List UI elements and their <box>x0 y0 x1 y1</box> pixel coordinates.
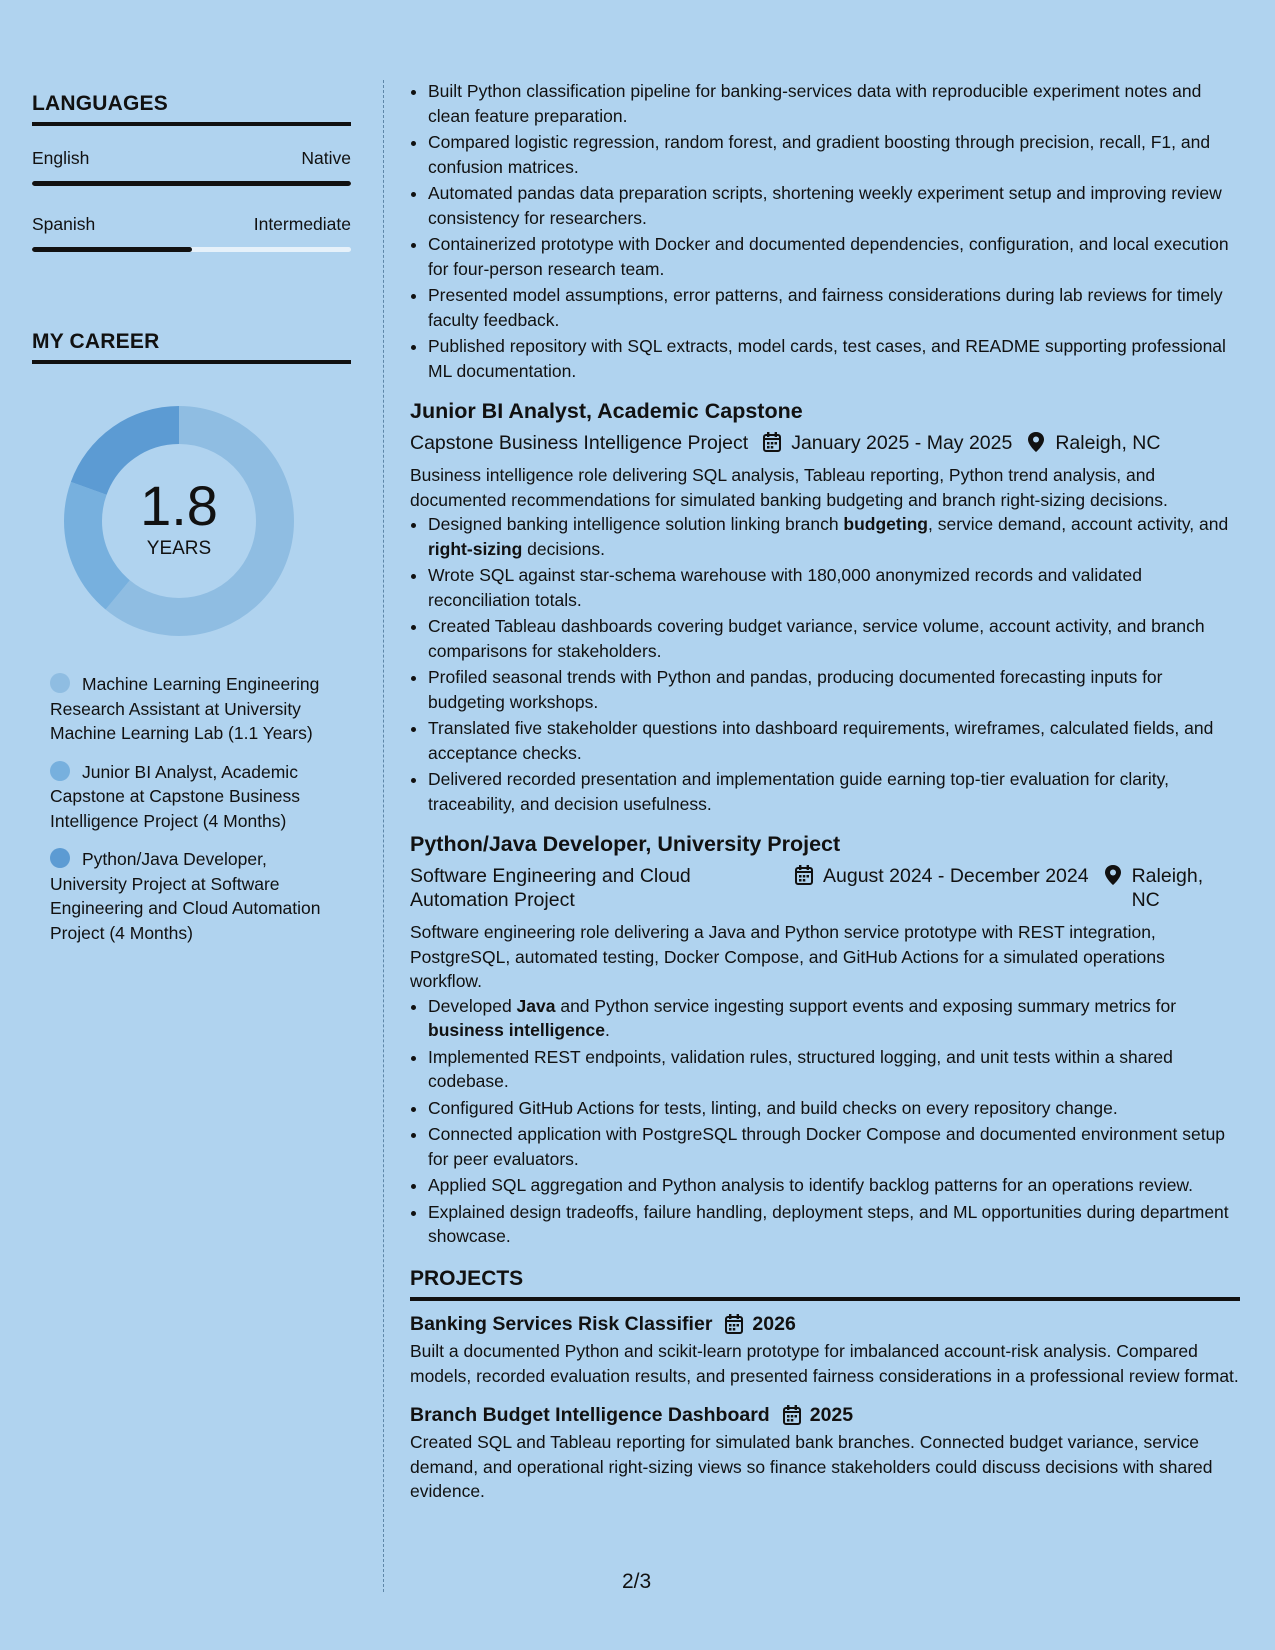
list-item: • Automated pandas data preparation scripts, shortening weekly experiment setup and improving review consistency for researchers. <box>428 181 1240 230</box>
job-entry <box>410 830 1240 1249</box>
project-year: 2025 <box>809 1404 854 1426</box>
job-description: Software engineering role delivering a Java and Python service prototype with REST integration, PostgreSQL, automated testing, Docker Compose, and GitHub Actions for a simulated operations workflow. <box>410 922 1165 991</box>
career-legend-item: Junior BI Analyst, Academic Capstone at Capstone Business Intelligence Project (4 Months) <box>50 761 301 831</box>
language-proficiency-bar <box>32 247 351 252</box>
career-heading: MY CAREER <box>32 330 351 364</box>
left-column <box>32 92 351 959</box>
legend-dot <box>50 761 70 781</box>
job-company: Software Engineering and Cloud Automation Project <box>410 865 691 911</box>
list-item: • Delivered recorded presentation and implementation guide earning top-tier evaluation for clarity, traceability, and decision usefulness. <box>428 767 1240 816</box>
calendar-icon <box>724 1313 744 1335</box>
list-item: • Published repository with SQL extracts, model cards, test cases, and README supporting professional ML documentation. <box>428 334 1240 383</box>
job-title: Python/Java Developer, University Project <box>410 832 841 856</box>
job-meta <box>410 864 1240 912</box>
language-name: Spanish <box>32 214 96 234</box>
page-number: 2/3 <box>622 1570 652 1593</box>
languages-heading: LANGUAGES <box>32 92 351 126</box>
list-item: • Created Tableau dashboards covering budget variance, service volume, account activity, and branch comparisons for stakeholders. <box>428 614 1240 663</box>
language-level: Native <box>301 148 351 168</box>
projects-heading: PROJECTS <box>410 1267 1240 1302</box>
calendar-icon <box>782 1404 802 1426</box>
project-description: Created SQL and Tableau reporting for simulated bank branches. Connected budget variance, service demand, and operational right-sizing views so finance stakeholders could discuss decisions with shared evidence. <box>410 1432 1213 1501</box>
job-bullet-list <box>410 994 1240 1249</box>
job-dates: August 2024 - December 2024 <box>823 865 1089 887</box>
language-proficiency-fill <box>32 247 192 252</box>
job-title: Junior BI Analyst, Academic Capstone <box>410 399 803 423</box>
language-proficiency-bar <box>32 181 351 186</box>
legend-dot <box>50 848 70 868</box>
list-item: • Containerized prototype with Docker and documented dependencies, configuration, and local execution for four-person research team. <box>428 232 1240 281</box>
job-location: Raleigh, NC <box>1131 865 1204 911</box>
language-level: Intermediate <box>253 214 351 234</box>
list-item: • Configured GitHub Actions for tests, linting, and build checks on every repository change. <box>428 1096 1240 1121</box>
language-item-english <box>32 148 351 186</box>
list-item: • Explained design tradeoffs, failure handling, deployment steps, and ML opportunities during department showcase. <box>428 1200 1240 1249</box>
project-entry <box>410 1311 1240 1388</box>
career-legend-item: Machine Learning Engineering Research Assistant at University Machine Learning Lab (1.1 Years) <box>50 674 320 743</box>
column-divider <box>383 80 384 1592</box>
career-donut-chart <box>64 406 294 636</box>
language-item-spanish <box>32 214 351 252</box>
list-item: • Built Python classification pipeline for banking-services data with reproducible experiment notes and clean feature preparation. <box>428 79 1240 128</box>
language-name: English <box>32 148 90 168</box>
career-total-unit: YEARS <box>146 538 212 559</box>
job-description: Business intelligence role delivering SQL analysis, Tableau reporting, Python trend analysis, and documented recommendations for simulated banking budgeting and branch right-sizing decisions. <box>410 465 1168 510</box>
job-company: Capstone Business Intelligence Project <box>410 432 749 454</box>
list-item: • Developed Java and Python service ingesting support events and exposing summary metrics for business intelligence. <box>428 994 1240 1043</box>
job-location: Raleigh, NC <box>1055 432 1161 454</box>
list-item: • Implemented REST endpoints, validation rules, structured logging, and unit tests within a shared codebase. <box>428 1045 1240 1094</box>
project-year: 2026 <box>752 1313 796 1335</box>
list-item: • Connected application with PostgreSQL through Docker Compose and documented environment setup for peer evaluators. <box>428 1122 1240 1171</box>
project-entry <box>410 1402 1240 1504</box>
calendar-icon <box>762 431 782 453</box>
list-item: • Presented model assumptions, error patterns, and fairness considerations during lab reviews for timely faculty feedback. <box>428 283 1240 332</box>
list-item: • Wrote SQL against star-schema warehouse with 180,000 anonymized records and validated reconciliation totals. <box>428 563 1240 612</box>
calendar-icon <box>794 864 814 886</box>
list-item: • Applied SQL aggregation and Python analysis to identify backlog patterns for an operations review. <box>428 1173 1240 1198</box>
right-column <box>410 79 1240 1504</box>
legend-dot <box>50 673 70 693</box>
career-legend <box>50 672 335 945</box>
list-item: • Profiled seasonal trends with Python and pandas, producing documented forecasting inputs for budgeting workshops. <box>428 665 1240 714</box>
job-entry <box>410 397 1240 816</box>
list-item: • Translated five stakeholder questions into dashboard requirements, wireframes, calculated fields, and acceptance checks. <box>428 716 1240 765</box>
project-name: Branch Budget Intelligence Dashboard <box>410 1404 770 1426</box>
intro-bullet-list <box>410 79 1240 383</box>
list-item: • Compared logistic regression, random forest, and gradient boosting through precision, recall, F1, and confusion matrices. <box>428 130 1240 179</box>
career-legend-item: Python/Java Developer, University Project at Software Engineering and Cloud Automation Project (4 Months) <box>50 849 321 943</box>
project-name: Banking Services Risk Classifier <box>410 1313 713 1335</box>
project-description: Built a documented Python and scikit-learn prototype for imbalanced account-risk analysis. Compared models, recorded evaluation results, and presented fairness considerations in a professional review format. <box>410 1341 1239 1386</box>
map-pin-icon <box>1026 431 1046 453</box>
career-total-value: 1.8 <box>140 474 218 537</box>
job-bullet-list <box>410 512 1240 816</box>
job-meta <box>410 431 1240 455</box>
language-proficiency-fill <box>32 181 351 186</box>
job-dates: January 2025 - May 2025 <box>791 432 1013 454</box>
list-item: • Designed banking intelligence solution linking branch budgeting, service demand, account activity, and right-sizing decisions. <box>428 512 1240 561</box>
map-pin-icon <box>1103 864 1123 886</box>
